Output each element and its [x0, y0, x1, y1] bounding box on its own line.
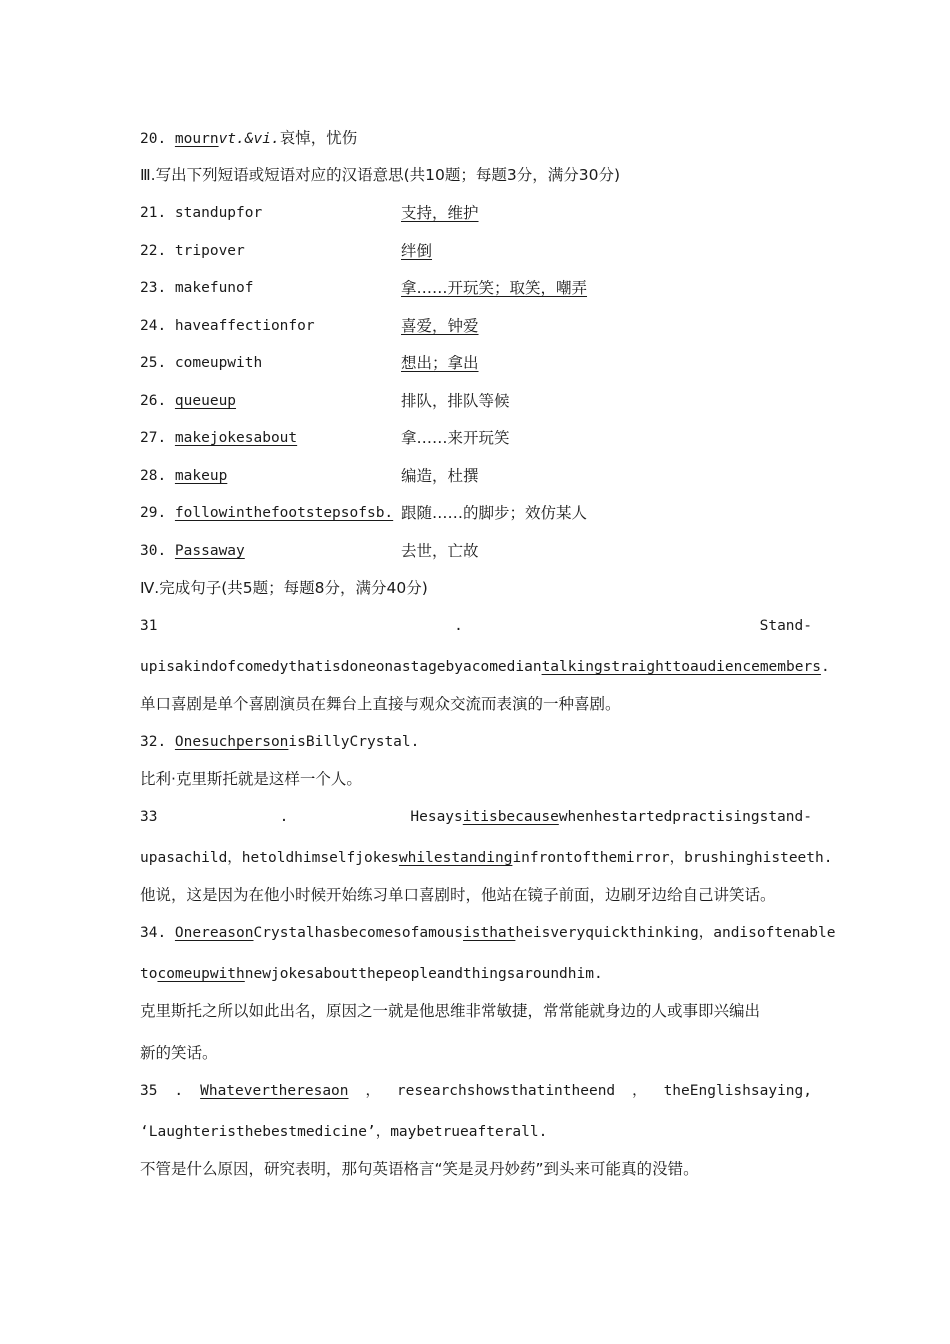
sentence-text: upasachild，hetoldhimselfjokes — [140, 850, 399, 866]
phrase-en: makefunof — [174, 280, 254, 296]
item-number: 26. — [140, 393, 175, 409]
sentence-dot: . — [279, 809, 289, 825]
sentence-text: whenhestartedpractisingstand- — [558, 809, 812, 825]
sentence-answer: talkingstraighttoaudiencemembers — [541, 659, 821, 675]
sentence-text-group — [410, 807, 812, 827]
item-number: 34. — [140, 925, 175, 941]
phrase-zh-answer: 拿……开玩笑；取笑，嘲弄 — [401, 279, 588, 297]
phrase-en: comeupwith — [174, 355, 263, 371]
sentence-34-translation-2: 新的笑话。 — [140, 1044, 218, 1062]
phrase-row — [140, 316, 315, 336]
sentence-34-line-1 — [140, 923, 835, 943]
sentence-text: isBillyCrystal. — [288, 734, 420, 750]
phrase-zh: 拿……来开玩笑 — [401, 429, 510, 447]
item-number: 25. — [140, 355, 175, 371]
phrase-zh: 排队，排队等候 — [401, 392, 510, 410]
sentence-34-line-2 — [140, 964, 603, 984]
phrase-en-answer: makejokesabout — [174, 430, 298, 446]
sentence-35-line-2: ‘Laughteristhebestmedicine’，maybetrueafterall. — [140, 1124, 548, 1140]
item-number: 30. — [140, 543, 175, 559]
sentence-31-line-2 — [140, 657, 830, 677]
sentence-31-translation: 单口喜剧是单个喜剧演员在舞台上直接与观众交流而表演的一种喜剧。 — [140, 695, 621, 713]
item-number: 32. — [140, 734, 175, 750]
sentence-answer: Onereason — [174, 925, 254, 941]
phrase-row — [140, 203, 262, 223]
sentence-answer: isthat — [463, 925, 516, 941]
sentence-text: Crystalhasbecomesofamous — [253, 925, 464, 941]
item-number: 24. — [140, 318, 175, 334]
vocab-meaning: 哀悼，忧伤 — [279, 129, 358, 147]
item-number: 29. — [140, 505, 175, 521]
sentence-answer: Whatevertheresaon — [200, 1083, 349, 1099]
phrase-en-answer: makeup — [174, 468, 228, 484]
phrase-row — [140, 241, 245, 261]
item-number: 27. — [140, 430, 175, 446]
part-of-speech: vt.&vi. — [218, 131, 280, 147]
section-3-heading: Ⅲ.写出下列短语或短语对应的汉语意思(共10题；每题3分，满分30分) — [140, 166, 621, 184]
item-number: 31 — [140, 618, 158, 634]
item-number: 33 — [140, 809, 158, 825]
phrase-zh: 去世，亡故 — [401, 542, 479, 560]
phrase-zh: 编造，杜撰 — [401, 467, 479, 485]
sentence-text: heisveryquickthinking，andisoftenable — [515, 925, 836, 941]
phrase-row — [140, 391, 236, 411]
phrase-row — [140, 428, 297, 448]
item-number: 35 — [140, 1083, 158, 1099]
phrase-zh-answer: 想出；拿出 — [401, 354, 479, 372]
sentence-35-translation: 不管是什么原因，研究表明，那句英语格言“笑是灵丹妙药”到头来可能真的没错。 — [140, 1160, 699, 1178]
sentence-text: researchshowsthatintheend — [396, 1083, 616, 1099]
phrase-zh-answer: 绊倒 — [401, 242, 433, 260]
sentence-33-line-1 — [140, 807, 812, 827]
item-20 — [140, 128, 357, 149]
sentence-text: infrontofthemirror，brushinghisteeth. — [512, 850, 833, 866]
sentence-34-translation-1: 克里斯托之所以如此出名，原因之一就是他思维非常敏捷，常常能就身边的人或事即兴编出 — [140, 1002, 761, 1020]
sentence-35-line-1 — [140, 1081, 812, 1101]
sentence-answer: Onesuchperson — [174, 734, 289, 750]
phrase-en-answer: queueup — [174, 393, 237, 409]
phrase-en: haveaffectionfor — [174, 318, 315, 334]
phrase-en-answer: Passaway — [174, 543, 245, 559]
sentence-dot: . — [174, 1083, 184, 1099]
sentence-33-translation: 他说，这是因为在他小时候开始练习单口喜剧时，他站在镜子前面，边刷牙边给自己讲笑话。 — [140, 886, 776, 904]
vocab-word: mourn — [174, 131, 219, 147]
item-number: 21. — [140, 205, 175, 221]
item-number: 22. — [140, 243, 175, 259]
sentence-text: newjokesaboutthepeopleandthingsaroundhim. — [244, 966, 603, 982]
item-number: 23. — [140, 280, 175, 296]
sentence-32-translation: 比利·克里斯托就是这样一个人。 — [140, 770, 362, 788]
sentence-text: to — [140, 966, 158, 982]
sentence-32 — [140, 732, 419, 752]
item-number: 20. — [140, 131, 175, 147]
sentence-answer: itisbecause — [462, 809, 559, 825]
sentence-text: Stand- — [759, 618, 812, 634]
sentence-text: . — [820, 659, 830, 675]
sentence-dot: . — [454, 618, 463, 634]
phrase-zh: 跟随……的脚步；效仿某人 — [401, 504, 588, 522]
phrase-en: standupfor — [174, 205, 263, 221]
sentence-text: upisakindofcomedythatisdoneonastagebyacomedian — [140, 659, 542, 675]
phrase-zh-answer: 喜爱，钟爱 — [401, 317, 479, 335]
item-number: 28. — [140, 468, 175, 484]
phrase-row — [140, 278, 254, 298]
phrase-zh-answer: 支持，维护 — [401, 204, 479, 222]
phrase-row — [140, 353, 262, 373]
sentence-comma: ， — [365, 1083, 380, 1099]
section-4-heading: Ⅳ.完成句子(共5题；每题8分，满分40分) — [140, 579, 428, 597]
sentence-33-line-2 — [140, 848, 832, 868]
phrase-en-answer: followinthefootstepsofsb. — [174, 505, 394, 521]
sentence-answer: whilestanding — [398, 850, 513, 866]
phrase-row — [140, 541, 245, 561]
phrase-row — [140, 503, 393, 523]
sentence-answer: comeupwith — [157, 966, 245, 982]
sentence-text: Hesays — [410, 809, 463, 825]
sentence-31-line-1 — [140, 616, 812, 636]
sentence-comma: ， — [632, 1083, 647, 1099]
phrase-en: tripover — [174, 243, 245, 259]
phrase-row — [140, 466, 227, 486]
sentence-text: theEnglishsaying, — [663, 1083, 812, 1099]
